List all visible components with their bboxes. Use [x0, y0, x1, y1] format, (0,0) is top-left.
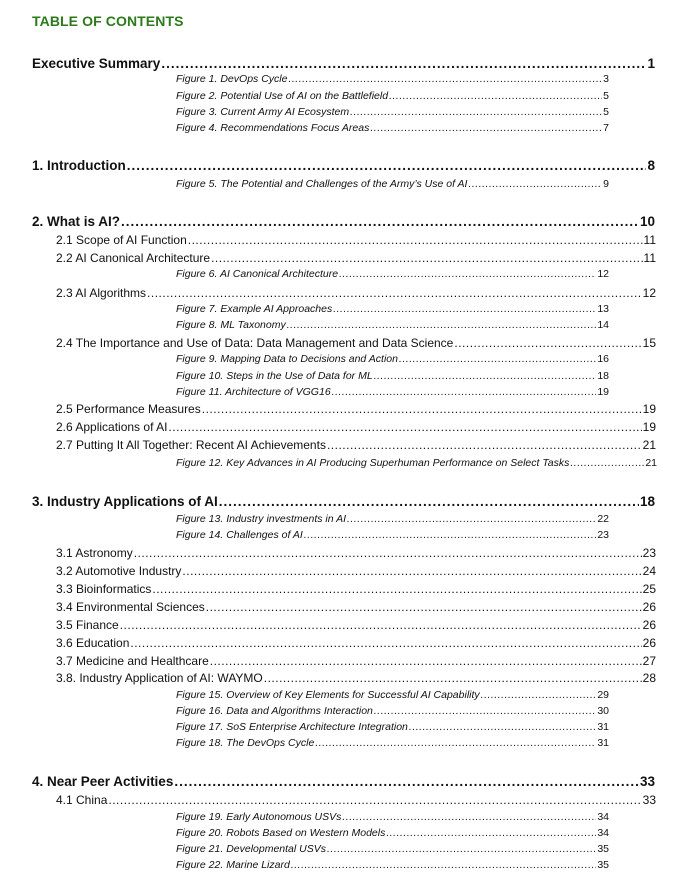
dot-leader [339, 268, 596, 280]
dot-leader [108, 793, 641, 807]
dot-leader [342, 811, 596, 823]
toc-subsection-entry[interactable] [56, 438, 656, 454]
entry-title: Executive Summary [32, 56, 161, 71]
dot-leader [347, 513, 596, 525]
dot-leader [333, 303, 596, 315]
entry-title: 2.2 AI Canonical Architecture [56, 251, 211, 265]
dot-leader [454, 336, 641, 350]
page-number: 26 [642, 618, 656, 632]
dot-leader [130, 636, 641, 650]
dot-leader [370, 122, 602, 134]
dot-leader [389, 90, 602, 102]
toc-subsection-entry[interactable] [56, 582, 656, 598]
dot-leader [374, 705, 596, 717]
entry-title: Figure 11. Architecture of VGG16 [176, 386, 331, 398]
page-number: 19 [597, 386, 609, 398]
dot-leader [327, 843, 596, 855]
entry-title: Figure 5. The Potential and Challenges of the Army’s Use of AI [176, 178, 468, 190]
toc-section-entry[interactable] [32, 494, 655, 512]
page-number: 5 [603, 90, 609, 102]
page-number: 35 [597, 859, 609, 871]
entry-title: Figure 16. Data and Algorithms Interaction [176, 705, 373, 717]
toc-figure-entry[interactable] [176, 529, 609, 543]
dot-leader [127, 158, 647, 173]
toc-figure-entry[interactable] [176, 178, 609, 192]
page-number: 1 [647, 56, 655, 71]
dot-leader [147, 286, 642, 300]
toc-figure-entry[interactable] [176, 827, 609, 841]
toc-section-entry[interactable] [32, 56, 655, 74]
page-number: 14 [597, 319, 609, 331]
toc-figure-entry[interactable] [176, 106, 609, 120]
dot-leader [327, 438, 642, 452]
entry-title: 2.6 Applications of AI [56, 420, 168, 434]
dot-leader [206, 600, 642, 614]
entry-title: Figure 6. AI Canonical Architecture [176, 268, 339, 280]
toc-figure-entry[interactable] [176, 122, 609, 136]
toc-figure-entry[interactable] [176, 90, 609, 104]
toc-title: TABLE OF CONTENTS [32, 13, 184, 29]
dot-leader [332, 386, 597, 398]
toc-figure-entry[interactable] [176, 843, 609, 857]
page-number: 23 [597, 529, 609, 541]
entry-title: Figure 17. SoS Enterprise Architecture Integration [176, 721, 408, 733]
dot-leader [152, 582, 641, 596]
toc-subsection-entry[interactable] [56, 286, 656, 302]
page-number: 26 [642, 636, 656, 650]
toc-figure-entry[interactable] [176, 303, 609, 317]
page-number: 8 [647, 158, 655, 173]
toc-figure-entry[interactable] [176, 513, 609, 527]
dot-leader [374, 370, 597, 382]
entry-title: 2.5 Performance Measures [56, 402, 201, 416]
toc-subsection-entry[interactable] [56, 336, 656, 352]
dot-leader [481, 689, 597, 701]
entry-title: Figure 9. Mapping Data to Decisions and Action [176, 353, 398, 365]
page-number: 19 [642, 420, 656, 434]
toc-subsection-entry[interactable] [56, 600, 656, 616]
dot-leader [315, 737, 596, 749]
entry-title: Figure 12. Key Advances in AI Producing Superhuman Performance on Select Tasks [176, 457, 570, 469]
page-number: 18 [597, 370, 609, 382]
entry-title: Figure 20. Robots Based on Western Models [176, 827, 386, 839]
page-number: 35 [597, 843, 609, 855]
toc-figure-entry[interactable] [176, 737, 609, 751]
dot-leader [174, 774, 639, 789]
page-number: 27 [642, 654, 656, 668]
toc-subsection-entry[interactable] [56, 402, 656, 418]
toc-subsection-entry[interactable] [56, 546, 656, 562]
dot-leader [188, 233, 643, 247]
entry-title: Figure 18. The DevOps Cycle [176, 737, 315, 749]
page-number: 24 [642, 564, 656, 578]
entry-title: Figure 19. Early Autonomous USVs [176, 811, 342, 823]
dot-leader [288, 73, 602, 85]
toc-subsection-entry[interactable] [56, 671, 656, 687]
page-number: 28 [642, 671, 656, 685]
entry-title: 3.7 Medicine and Healthcare [56, 654, 209, 668]
toc-subsection-entry[interactable] [56, 251, 656, 267]
toc-figure-entry[interactable] [176, 353, 609, 367]
toc-figure-entry[interactable] [176, 705, 609, 719]
entry-title: 1. Introduction [32, 158, 126, 173]
page-number: 21 [642, 438, 656, 452]
entry-title: 2.1 Scope of AI Function [56, 233, 187, 247]
entry-title: Figure 2. Potential Use of AI on the Battlefield [176, 90, 389, 102]
entry-title: Figure 14. Challenges of AI [176, 529, 303, 541]
page-number: 19 [642, 402, 656, 416]
dot-leader [134, 546, 642, 560]
toc-subsection-entry[interactable] [56, 233, 656, 249]
toc-figure-entry[interactable] [176, 457, 657, 471]
toc-section-entry[interactable] [32, 158, 655, 176]
dot-leader [182, 564, 641, 578]
page-number: 31 [597, 721, 609, 733]
entry-title: 3.6 Education [56, 636, 130, 650]
page-number: 11 [643, 233, 656, 247]
toc-section-entry[interactable] [32, 214, 655, 232]
toc-figure-entry[interactable] [176, 370, 609, 384]
entry-title: 2. What is AI? [32, 214, 121, 229]
page-number: 33 [639, 774, 655, 789]
entry-title: Figure 8. ML Taxonomy [176, 319, 286, 331]
toc-subsection-entry[interactable] [56, 618, 656, 634]
entry-title: 4. Near Peer Activities [32, 774, 174, 789]
entry-title: 3.5 Finance [56, 618, 119, 632]
dot-leader [287, 319, 597, 331]
toc-subsection-entry[interactable] [56, 420, 656, 436]
page-number: 34 [597, 827, 609, 839]
toc-subsection-entry[interactable] [56, 654, 656, 670]
page-number: 15 [642, 336, 656, 350]
entry-title: 3.2 Automotive Industry [56, 564, 182, 578]
entry-title: Figure 7. Example AI Approaches [176, 303, 333, 315]
entry-title: Figure 4. Recommendations Focus Areas [176, 122, 370, 134]
toc-figure-entry[interactable] [176, 73, 609, 87]
entry-title: 2.7 Putting It All Together: Recent AI Achievements [56, 438, 326, 452]
page-number: 16 [597, 353, 609, 365]
page-number: 34 [597, 811, 609, 823]
entry-title: 2.3 AI Algorithms [56, 286, 147, 300]
page-number: 10 [639, 214, 655, 229]
entry-title: 2.4 The Importance and Use of Data: Data Management and Data Science [56, 336, 454, 350]
dot-leader [168, 420, 641, 434]
dot-leader [161, 56, 646, 71]
entry-title: Figure 22. Marine Lizard [176, 859, 290, 871]
toc-figure-entry[interactable] [176, 689, 609, 703]
dot-leader [304, 529, 596, 541]
entry-title: Figure 13. Industry investments in AI [176, 513, 347, 525]
page-number: 25 [642, 582, 656, 596]
entry-title: Figure 21. Developmental USVs [176, 843, 326, 855]
dot-leader [121, 214, 639, 229]
entry-title: 3.1 Astronomy [56, 546, 133, 560]
page-number: 18 [639, 494, 655, 509]
toc-section-entry[interactable] [32, 774, 655, 792]
page-number: 12 [642, 286, 656, 300]
toc-figure-entry[interactable] [176, 386, 609, 400]
entry-title: Figure 15. Overview of Key Elements for Successful AI Capability [176, 689, 480, 701]
toc-figure-entry[interactable] [176, 859, 609, 873]
page-number: 23 [642, 546, 656, 560]
page-number: 3 [603, 73, 609, 85]
page-number: 11 [643, 251, 656, 265]
dot-leader [264, 671, 642, 685]
entry-title: Figure 3. Current Army AI Ecosystem [176, 106, 350, 118]
dot-leader [120, 618, 642, 632]
entry-title: 3.8. Industry Application of AI: WAYMO [56, 671, 263, 685]
toc-figure-entry[interactable] [176, 721, 609, 735]
page-number: 26 [642, 600, 656, 614]
page-number: 30 [597, 705, 609, 717]
dot-leader [350, 106, 602, 118]
page-number: 33 [642, 793, 656, 807]
page-number: 29 [597, 689, 609, 701]
entry-title: Figure 10. Steps in the Use of Data for ML [176, 370, 373, 382]
toc-figure-entry[interactable] [176, 319, 609, 333]
dot-leader [210, 654, 642, 668]
toc-figure-entry[interactable] [176, 268, 609, 282]
dot-leader [399, 353, 596, 365]
toc-subsection-entry[interactable] [56, 636, 656, 652]
toc-figure-entry[interactable] [176, 811, 609, 825]
dot-leader [291, 859, 597, 871]
page-number: 13 [597, 303, 609, 315]
page-number: 9 [603, 178, 609, 190]
page-number: 12 [597, 268, 609, 280]
entry-title: 3. Industry Applications of AI [32, 494, 218, 509]
dot-leader [202, 402, 642, 416]
page-number: 5 [603, 106, 609, 118]
page-number: 22 [597, 513, 609, 525]
dot-leader [570, 457, 644, 469]
entry-title: 3.3 Bioinformatics [56, 582, 152, 596]
entry-title: 3.4 Environmental Sciences [56, 600, 205, 614]
toc-subsection-entry[interactable] [56, 793, 656, 809]
dot-leader [468, 178, 602, 190]
toc-subsection-entry[interactable] [56, 564, 656, 580]
page-number: 7 [603, 122, 609, 134]
dot-leader [219, 494, 639, 509]
dot-leader [211, 251, 642, 265]
dot-leader [409, 721, 596, 733]
entry-title: 4.1 China [56, 793, 108, 807]
page-number: 21 [645, 457, 657, 469]
dot-leader [386, 827, 596, 839]
page-number: 31 [597, 737, 609, 749]
entry-title: Figure 1. DevOps Cycle [176, 73, 288, 85]
